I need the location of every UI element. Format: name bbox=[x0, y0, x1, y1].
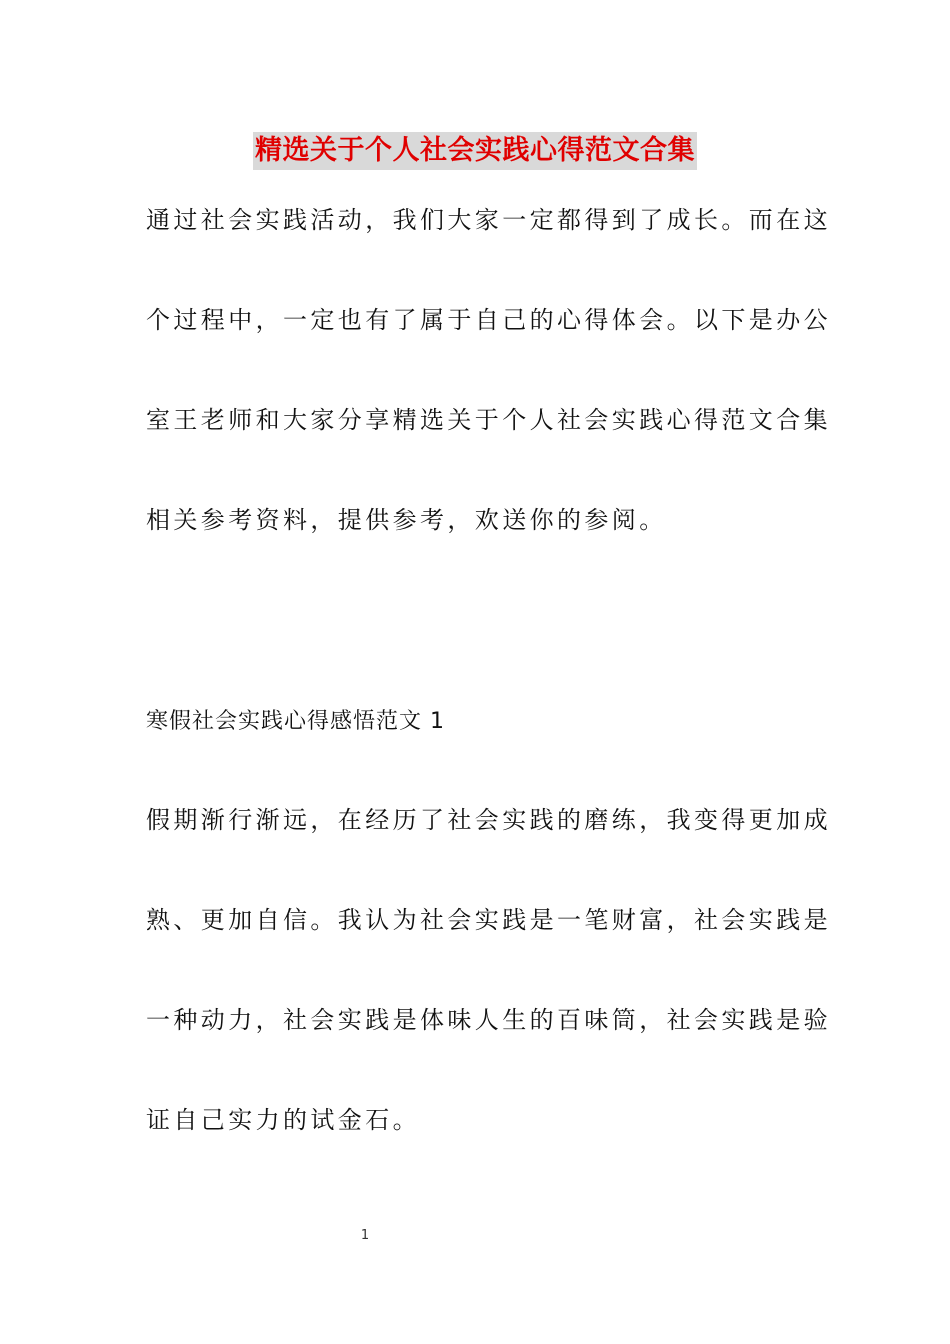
title-container bbox=[0, 132, 950, 170]
section-line: 熟、更加自信。我认为社会实践是一笔财富，社会实践是 bbox=[146, 906, 831, 934]
intro-line: 相关参考资料，提供参考，欢送你的参阅。 bbox=[146, 506, 667, 534]
section-line: 一种动力，社会实践是体味人生的百味筒，社会实践是验 bbox=[146, 1006, 831, 1034]
intro-paragraph bbox=[146, 170, 831, 570]
section-heading: 寒假社会实践心得感悟范文 1 bbox=[146, 709, 445, 734]
document-title: 精选关于个人社会实践心得范文合集 bbox=[253, 132, 697, 170]
intro-line: 个过程中，一定也有了属于自己的心得体会。以下是办公 bbox=[146, 306, 831, 334]
intro-line: 室王老师和大家分享精选关于个人社会实践心得范文合集 bbox=[146, 406, 831, 434]
section-paragraph bbox=[146, 770, 831, 1170]
page-number: 1 bbox=[360, 1228, 370, 1243]
section-line: 证自己实力的试金石。 bbox=[146, 1106, 420, 1134]
section-line: 假期渐行渐远，在经历了社会实践的磨练，我变得更加成 bbox=[146, 806, 831, 834]
intro-line: 通过社会实践活动，我们大家一定都得到了成长。而在这 bbox=[146, 206, 831, 234]
